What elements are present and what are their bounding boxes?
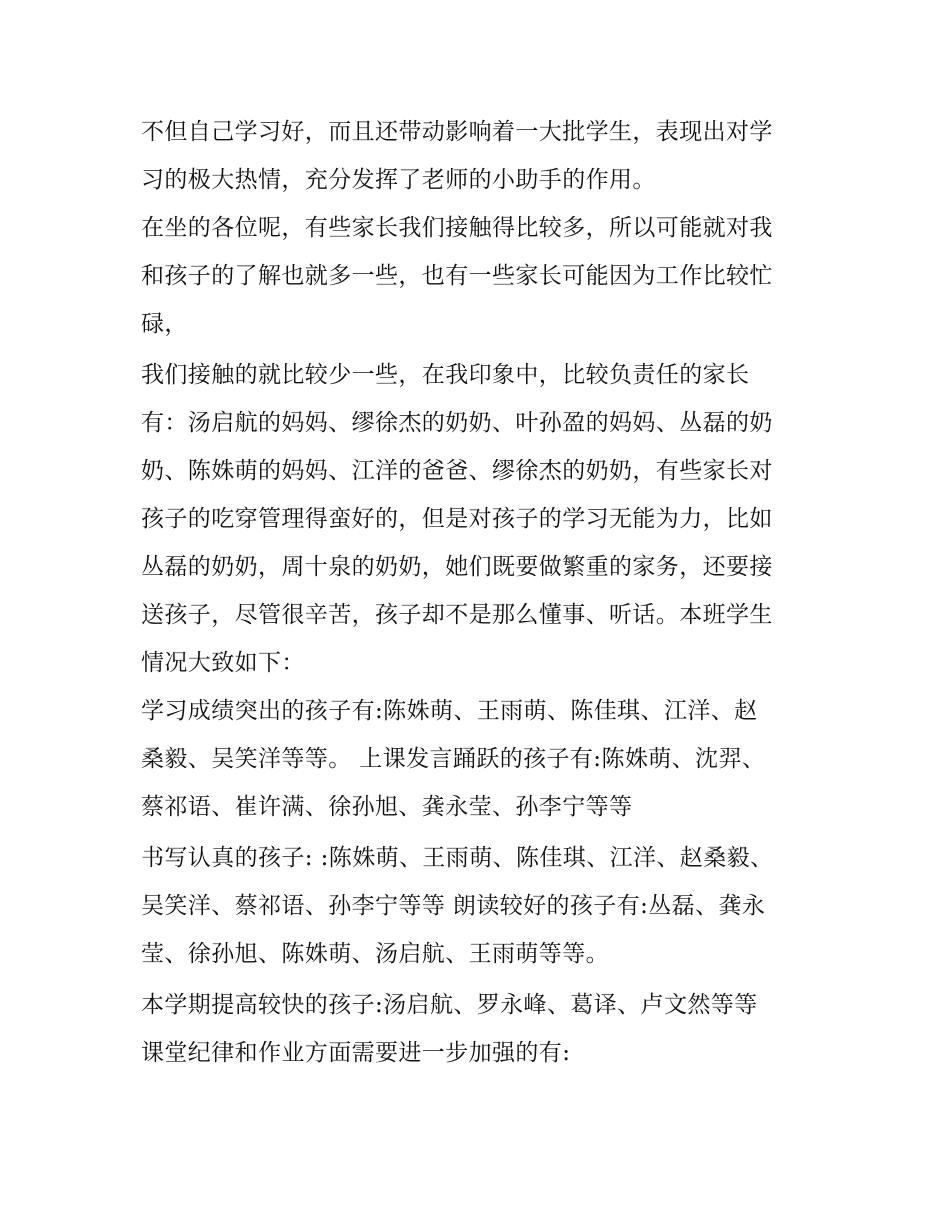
text-line: 本学期提高较快的孩子:汤启航、罗永峰、葛译、卢文然等等 [141,992,758,1018]
text-line: 书写认真的孩子: :陈姝萌、王雨萌、陈佳琪、江洋、赵桑毅、 [141,845,774,871]
text-line: 送孩子，尽管很辛苦，孩子却不是那么懂事、听话。本班学生 [141,602,773,628]
text-line: 有：汤启航的妈妈、缪徐杰的奶奶、叶孙盈的妈妈、丛磊的奶 [141,410,773,436]
text-line: 桑毅、吴笑洋等等。 上课发言踊跃的孩子有:陈姝萌、沈羿、 [141,746,766,772]
text-line: 莹、徐孙旭、陈姝萌、汤启航、王雨萌等等。 [141,941,609,967]
text-line: 课堂纪律和作业方面需要进一步加强的有: [141,1040,571,1066]
text-line: 孩子的吃穿管理得蛮好的，但是对孩子的学习无能为力，比如 [141,506,773,532]
text-line: 我们接触的就比较少一些，在我印象中，比较负责任的家长 [141,362,750,388]
text-line: 丛磊的奶奶，周十泉的奶奶，她们既要做繁重的家务，还要接 [141,554,773,580]
text-line: 和孩子的了解也就多一些，也有一些家长可能因为工作比较忙 [141,263,773,289]
text-line: 吴笑洋、蔡祁语、孙李宁等等 朗读较好的孩子有:丛磊、龚永 [141,893,766,919]
text-line: 不但自己学习好，而且还带动影响着一大批学生，表现出对学 [141,119,773,145]
document-body [141,108,821,1077]
text-line: 学习成绩突出的孩子有:陈姝萌、王雨萌、陈佳琪、江洋、赵 [141,698,758,724]
text-line: 碌， [141,311,188,337]
text-line: 奶、陈姝萌的妈妈、江洋的爸爸、缪徐杰的奶奶，有些家长对 [141,458,773,484]
text-line: 蔡祁语、崔许满、徐孙旭、龚永莹、孙李宁等等 [141,794,633,820]
text-line: 习的极大热情，充分发挥了老师的小助手的作用。 [141,167,656,193]
text-line: 在坐的各位呢，有些家长我们接触得比较多，所以可能就对我 [141,215,773,241]
text-line: 情况大致如下： [141,650,305,676]
